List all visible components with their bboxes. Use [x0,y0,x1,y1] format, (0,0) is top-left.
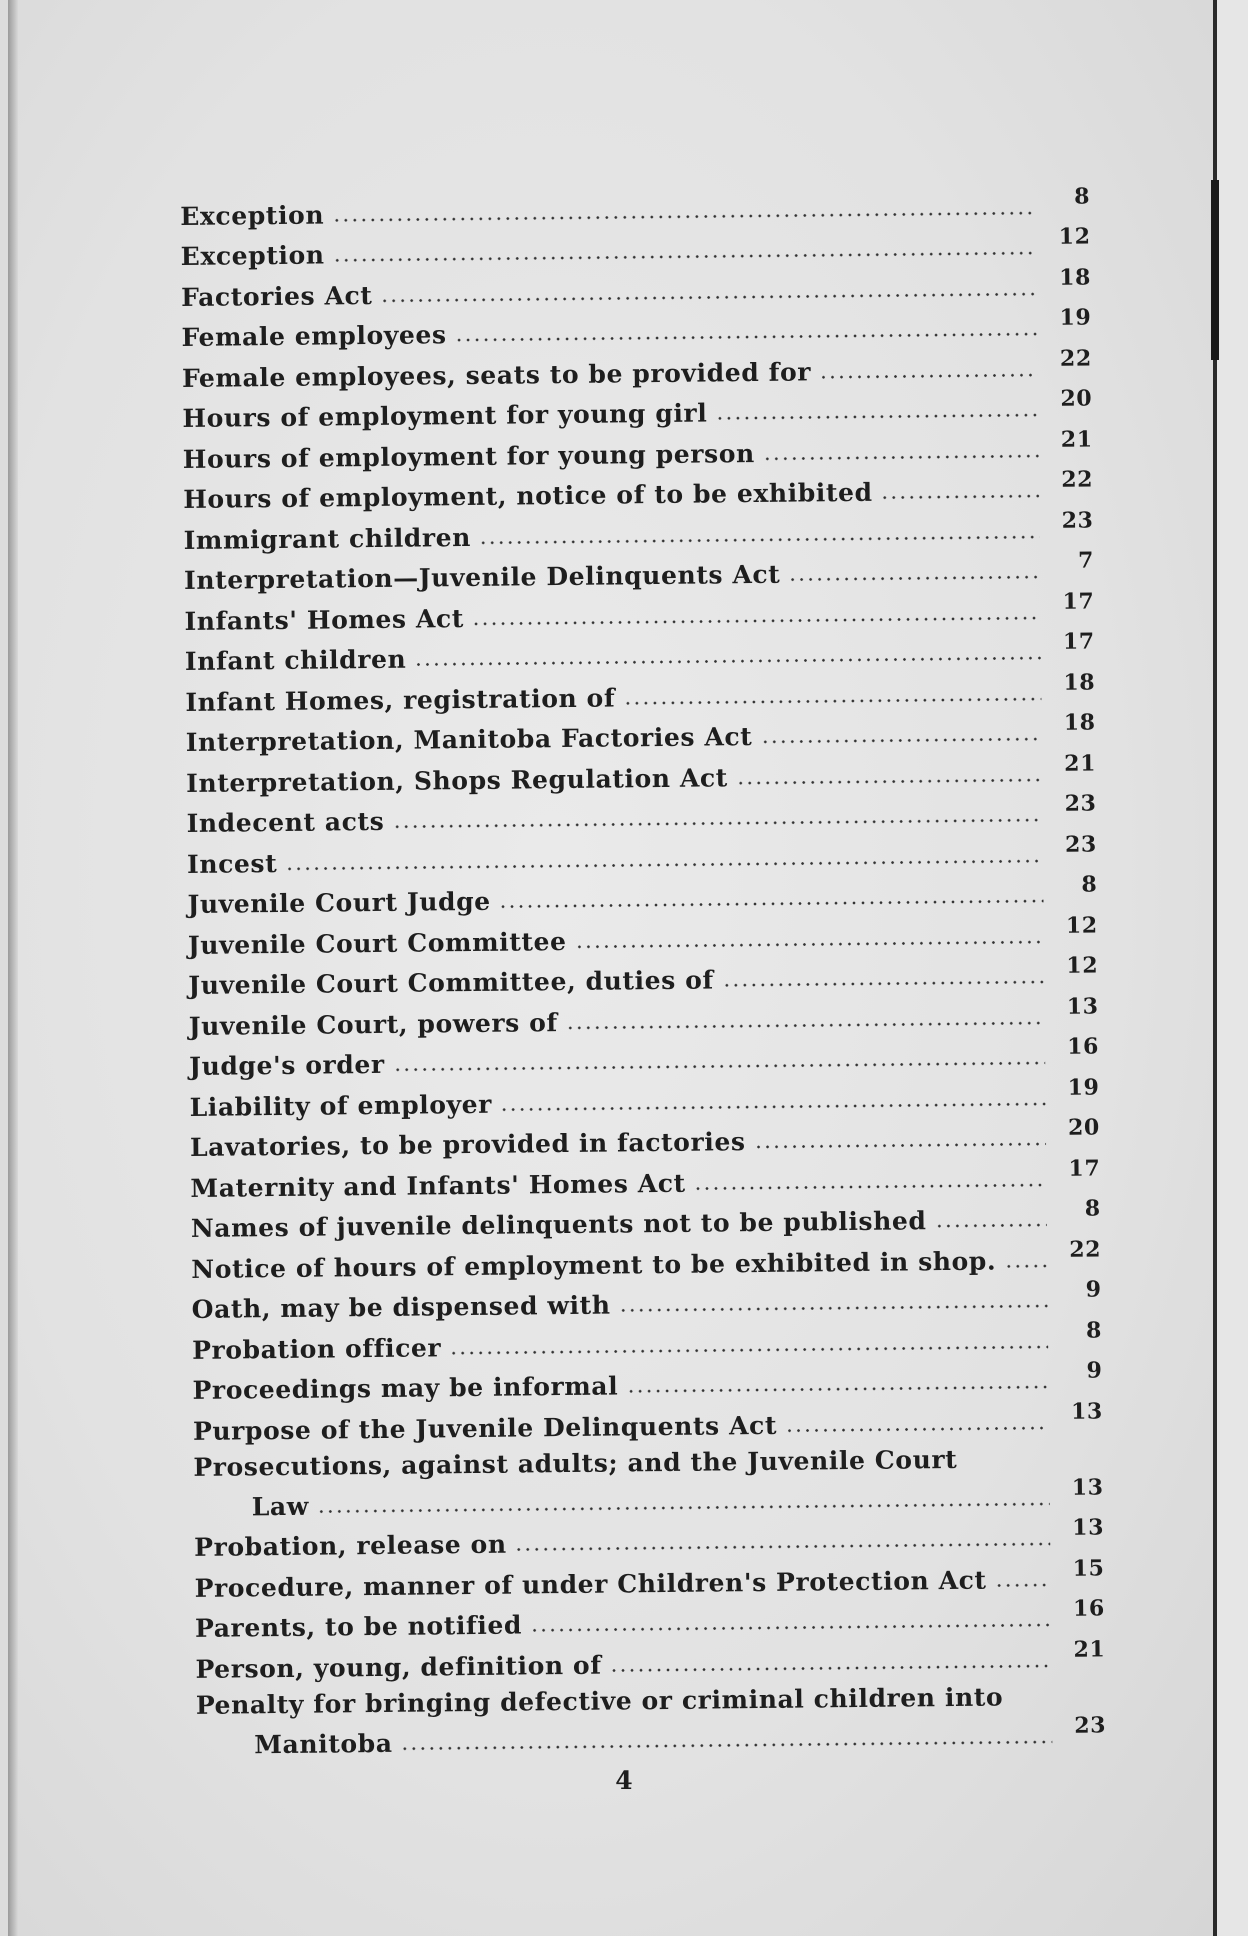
index-entry-label: Infant children [184,644,407,676]
dot-leader [479,535,1040,545]
dot-leader [575,939,1044,948]
page-left-shadow [8,0,18,1936]
index-entry-label: Exception [180,240,325,271]
dot-leader [715,413,1038,420]
index-entry-page: 20 [1067,1114,1101,1141]
dot-leader [393,1061,1045,1072]
index-entry-page: 13 [1072,1514,1105,1541]
dot-leader [788,575,1040,582]
dot-leader [515,1542,1051,1552]
index-entry-label: Hours of employment for young girl [182,398,708,433]
index-entry-label: Purpose of the Juvenile Delinquents Act [192,1410,778,1446]
dot-leader [736,778,1042,785]
dot-leader [763,454,1039,461]
dot-leader [449,1344,1048,1354]
page-number: 4 [615,1766,633,1795]
index-entry-page: 12 [1065,911,1098,939]
index-entry-label: Lavatories, to be provided in factories [189,1127,746,1162]
index-entry-page: 17 [1062,628,1095,655]
dot-leader [317,1501,1050,1513]
index-entry-page: 9 [1085,1276,1102,1303]
index-entry-page: 15 [1072,1554,1105,1582]
index-entry [196,1674,1107,1760]
dot-leader [626,1385,1048,1393]
dot-leader [285,858,1043,870]
index-entry-label: Penalty for bringing defective or criminal children into [195,1681,1004,1720]
index-entry-page: 18 [1058,263,1092,291]
dot-leader [392,818,1042,829]
index-entry-page: 22 [1059,344,1092,372]
index-entry-page: 17 [1062,587,1095,615]
index-entry-label: Hours of employment for young person [182,438,755,474]
index-entry-page: 8 [1085,1316,1103,1344]
index-entry-page: 13 [1070,1397,1103,1425]
index-entry-label: Interpretation, Manitoba Factories Act [185,722,753,757]
index-entry-label: Interpretation—Juvenile Delinquents Act [183,559,781,595]
index-entry-page: 23 [1064,830,1098,858]
dot-leader [530,1623,1051,1632]
index-entry-label: Exception [180,199,325,231]
index-entry-page: 18 [1063,668,1096,696]
index-entry-page: 20 [1060,385,1093,412]
index-entry-label: Juvenile Court, powers of [188,1007,558,1041]
index-entry-label: Infants' Homes Act [184,603,465,636]
dot-leader [722,980,1045,987]
index-entry-label: Liability of employer [189,1089,493,1122]
dot-leader [381,292,1038,303]
index-entry-page: 12 [1058,223,1091,250]
index-entry-page: 17 [1068,1154,1101,1182]
index-entry-page: 9 [1086,1357,1103,1384]
index-entry-label: Parents, to be notified [194,1610,523,1643]
index-entry-label: Notice of hours of employment to be exhibited in shop. [191,1246,997,1284]
index-entry-page: 23 [1074,1711,1107,1739]
dot-leader [935,1223,1047,1228]
dot-leader [623,697,1041,705]
dot-leader [995,1582,1051,1587]
index-entry-page: 23 [1061,506,1094,534]
dot-leader [1004,1263,1047,1267]
binding-edge-dark [1211,180,1219,360]
dot-leader [566,1020,1045,1029]
index-entry-page: 12 [1066,952,1099,979]
index-entry-page: 19 [1067,1073,1100,1101]
dot-leader [499,899,1044,909]
index-entry-label: Immigrant children [183,522,472,555]
index-entry-page: 16 [1067,1033,1100,1060]
index-entry [193,1436,1104,1522]
index-entry-label: Infant Homes, registration of [185,682,616,717]
dot-leader [610,1663,1052,1672]
index-entry-page: 18 [1063,709,1096,736]
index-entry-page: 8 [1074,182,1091,210]
index-entry-label: Indecent acts [186,806,385,838]
index-entry-label: Female employees, seats to be provided for [181,356,812,393]
index-entry-label: Oath, may be dispensed with [191,1290,611,1324]
dot-leader [754,1142,1046,1149]
dot-leader [785,1425,1049,1432]
index-entry-page: 23 [1064,790,1097,817]
index-entry-label: Probation officer [191,1332,442,1365]
dot-leader [619,1304,1048,1312]
index-entry-page: 7 [1077,547,1095,574]
index-entry-label: Proceedings may be informal [192,1371,619,1405]
dot-leader [819,373,1038,379]
index-entry-label: Juvenile Court Committee [187,926,567,960]
index-list [180,180,1106,1759]
dot-leader [472,616,1041,626]
index-entry-label-cont: Manitoba [254,1728,393,1759]
index-entry-label: Hours of employment, notice of to be exhibited [183,477,873,514]
index-entry-label: Incest [186,848,278,879]
index-entry-page: 13 [1071,1473,1104,1501]
dot-leader [332,211,1036,222]
index-entry-page: 8 [1081,871,1098,898]
index-entry-label: Names of juvenile delinquents not to be published [190,1206,927,1243]
index-entry-label: Interpretation, Shops Regulation Act [186,762,729,798]
dot-leader [414,656,1041,667]
index-entry-label: Person, young, definition of [195,1650,602,1684]
index-entry-page: 19 [1059,304,1092,331]
page-right-margin [1216,0,1248,1936]
index-entry-label: Juvenile Court Committee, duties of [188,965,714,1000]
index-entry-label: Prosecutions, against adults; and the Juvenile Court [193,1444,958,1482]
dot-leader [694,1182,1047,1190]
index-entry-page: 22 [1061,466,1094,493]
index-entry-label: Female employees [181,320,447,352]
index-entry-label: Judge's order [189,1049,385,1081]
index-entry-label: Maternity and Infants' Homes Act [190,1168,686,1203]
index-entry-page: 21 [1064,749,1097,777]
dot-leader [760,737,1041,744]
dot-leader [401,1739,1053,1750]
index-entry-label-cont: Law [251,1491,310,1521]
index-entry-page: 21 [1073,1635,1106,1663]
index-entry-label: Probation, release on [194,1529,507,1562]
dot-leader [881,494,1040,500]
index-entry-label: Juvenile Court Judge [187,886,491,919]
dot-leader [455,332,1038,342]
dot-leader [500,1101,1046,1111]
index-entry-page: 22 [1069,1235,1102,1263]
index-entry-page: 13 [1066,992,1099,1020]
index-entry-label: Factories Act [180,280,373,312]
index-entry-page: 16 [1072,1595,1106,1622]
index-entry-label: Procedure, manner of under Children's Protection Act [194,1565,987,1603]
index-entry-page: 8 [1084,1195,1101,1222]
dot-leader [333,251,1037,262]
index-entry-page: 21 [1060,425,1093,453]
